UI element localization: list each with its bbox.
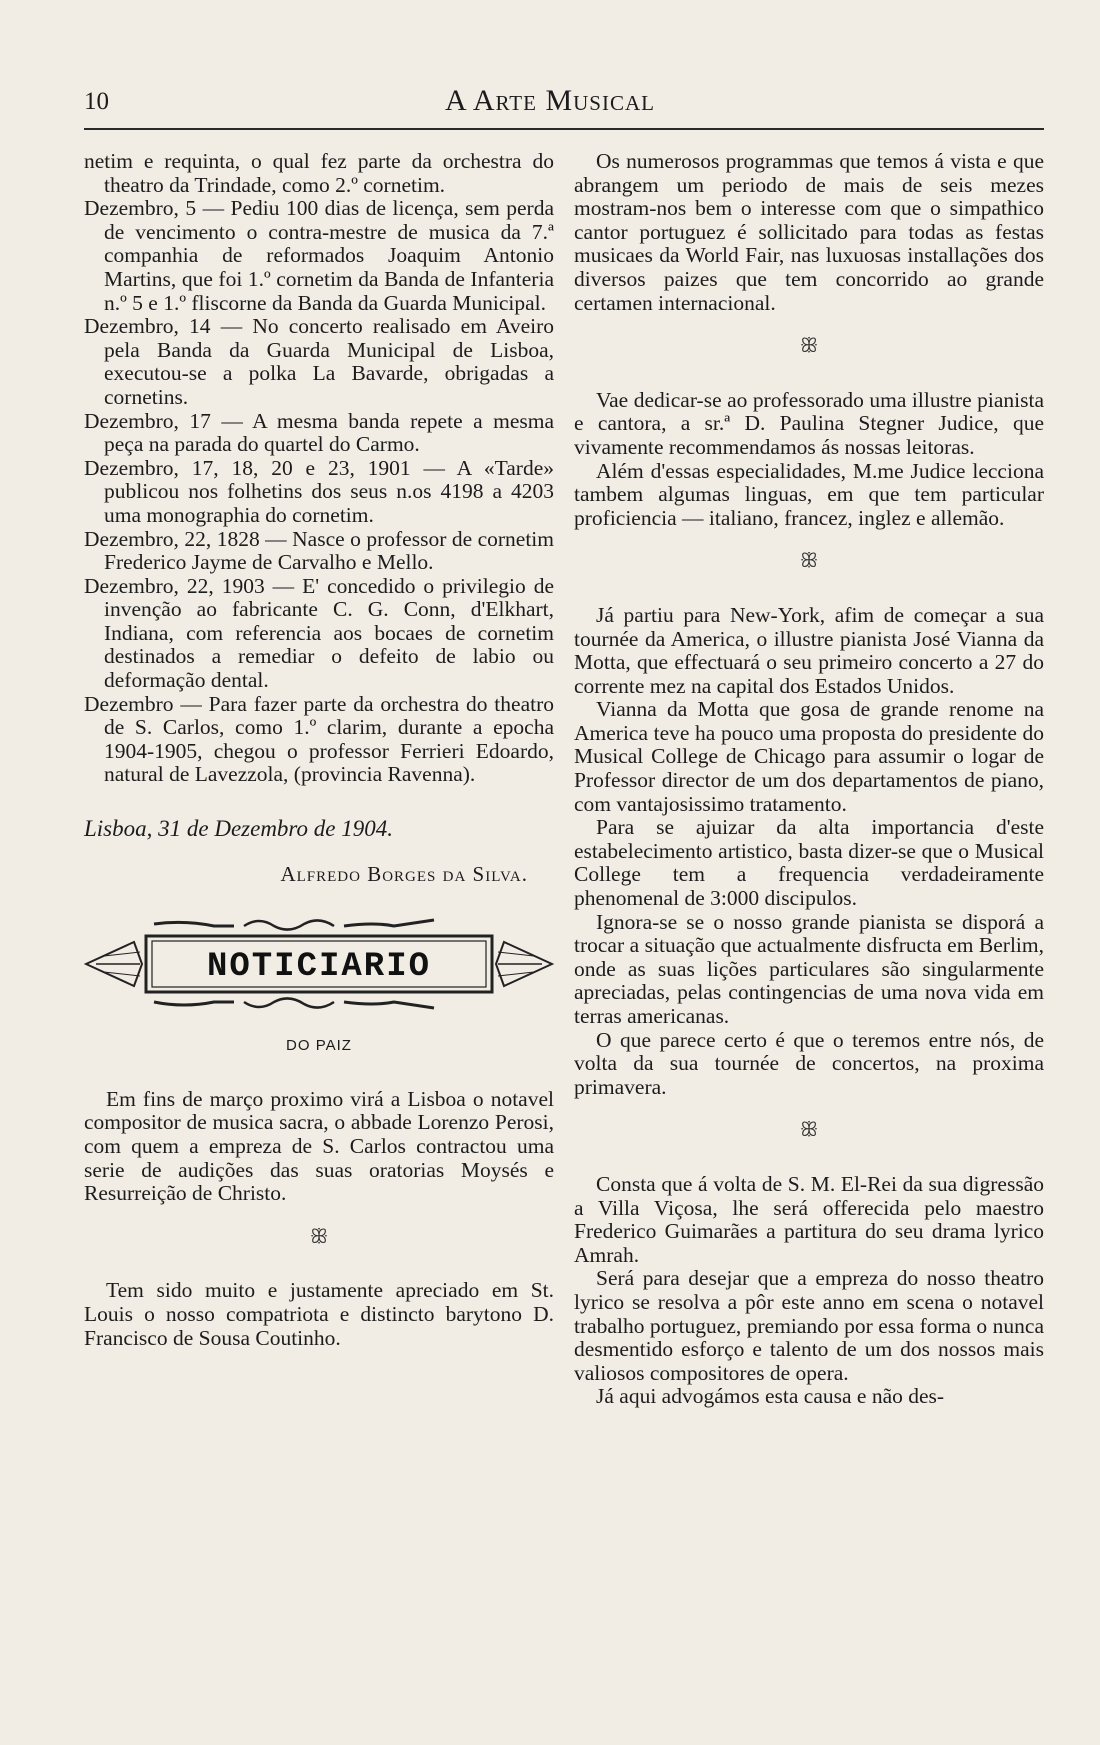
fleuron-ornament: ꕥ [309,1225,329,1248]
chronology-entry: Dezembro, 17 — A mesma banda repete a mesma peça na parada do quartel do Carmo. [84,408,554,457]
fleuron-ornament: ꕥ [799,1119,819,1142]
fleuron-ornament: ꕥ [799,335,819,358]
banner-title: NOTICIARIO [206,948,432,987]
chronology-entry: Dezembro — Para fazer parte da orchestra do theatro de S. Carlos, como 1.º clarim, durante a epocha 1904-1905, chegou o professor Ferrieri Edoardo, natural de Lavezzola, (provincia Ravenna). [84,691,554,787]
fleuron-ornament: ꕥ [799,550,819,573]
news-item-continued: Já aqui advogámos esta causa e não des- [596,1384,945,1409]
news-item: Os numerosos programmas que temos á vista e que abrangem um periodo de mais de seis mezes mostram-nos bem o interesse com que o simpathico cantor portuguez é sollicitado para todas as festas musicaes da World Fair, nas luxuosas installações dos diversos paizes que tem concorrido ao grande certamen internacional. [574,149,1044,315]
news-item-continued: Além d'essas especialidades, M.me Judice lecciona tambem algumas linguas, em que tem particular proficiencia — italiano, francez, inglez e allemão. [574,458,1044,530]
news-item-continued: Ignora-se se o nosso grande pianista se disporá a trocar a situação que actualmente disfructa em Berlim, onde as suas lições particulares são singularmente apreciadas, pelas contingencias de uma nova vida em terras americanas. [574,909,1044,1028]
news-item-continued: Será para desejar que a empreza do nosso theatro lyrico se resolva a pôr este anno em scena o notavel trabalho portuguez, premiando por essa forma o nunca desmentido esforço e talento de um dos nossos mais valiosos compositores de opera. [574,1266,1044,1385]
dateline: Lisboa, 31 de Dezembro de 1904. [84,816,393,842]
chronology-entry: Dezembro, 14 — No concerto realisado em Aveiro pela Banda da Guarda Municipal de Lisboa, executou-se a polka La Bavarde, obrigadas a cornetins. [84,314,554,409]
header-rule [84,128,1044,130]
right-column [574,150,1044,1409]
news-item-continued: O que parece certo é que o teremos entre nós, de volta da sua tournée de concertos, na proxima primavera. [574,1027,1044,1099]
page-number: 10 [84,88,109,115]
chronology-entry: Dezembro, 22, 1903 — E' concedido o privilegio de invenção ao fabricante C. G. Conn, d'Elkhart, Indiana, com referencia aos bocaes de cornetim destinados a remediar o defeito de labio ou deformação dental. [84,573,554,693]
entry-continuation: netim e requinta, o qual fez parte da orchestra do theatro da Trindade, como 2.º cornetim. [84,149,554,197]
news-item-continued: Vianna da Motta que gosa de grande renome na America teve ha pouco uma proposta do presidente do Musical College de Chicago para assumir o logar de Professor director de um dos departamentos de piano, com vantajosissimo tratamento. [574,697,1044,816]
section-subheading: DO PAIZ [286,1037,352,1055]
author-signature: Alfredo Borges da Silva. [280,861,528,886]
running-title: A Arte Musical [445,84,655,117]
news-item: Consta que á volta de S. M. El-Rei da sua digressão a Villa Viçosa, lhe será offerecida pelo maestro Frederico Guimarães a partitura do seu drama lyrico Amrah. [574,1171,1044,1267]
news-item-continued: Para se ajuizar da alta importancia d'este estabelecimento artistico, basta dizer-se que o Musical College tem a frequencia verdadeiramente phenomenal de 3:000 discipulos. [574,815,1044,911]
left-column [84,150,554,1350]
chronology-entry: Dezembro, 5 — Pediu 100 dias de licença, sem perda de vencimento o contra-mestre de musica da 7.ª companhia de reformados Joaquim Antonio Martins, que foi 1.º cornetim da Banda de Infanteria n.º 5 e 1.º fliscorne da Banda da Guarda Municipal. [84,196,554,315]
news-item: Tem sido muito e justamente apreciado em St. Louis o nosso compatriota e distincto barytono D. Francisco de Sousa Coutinho. [84,1278,554,1350]
news-item: Já partiu para New-York, afim de começar a sua tournée da America, o illustre pianista José Vianna da Motta, que effectuará o seu primeiro concerto a 27 do corrente mez na capital dos Estados Unidos. [574,602,1044,698]
chronology-entry: Dezembro, 22, 1828 — Nasce o professor de cornetim Frederico Jayme de Carvalho e Mello. [84,526,554,575]
chronology-entry: Dezembro, 17, 18, 20 e 23, 1901 — A «Tarde» publicou nos folhetins dos seus n.os 4198 a 4203 uma monographia do cornetim. [84,455,554,527]
news-item: Em fins de março proximo virá a Lisboa o notavel compositor de musica sacra, o abbade Lorenzo Perosi, com quem a empreza de S. Carlos contractou uma serie de audições das suas oratorias Moysés e Resurreição de Christo. [84,1086,554,1206]
news-item: Vae dedicar-se ao professorado uma illustre pianista e cantora, a sr.ª D. Paulina Stegner Judice, que vivamente recommendamos ás nossas leitoras. [574,387,1044,459]
section-banner [84,904,554,1024]
